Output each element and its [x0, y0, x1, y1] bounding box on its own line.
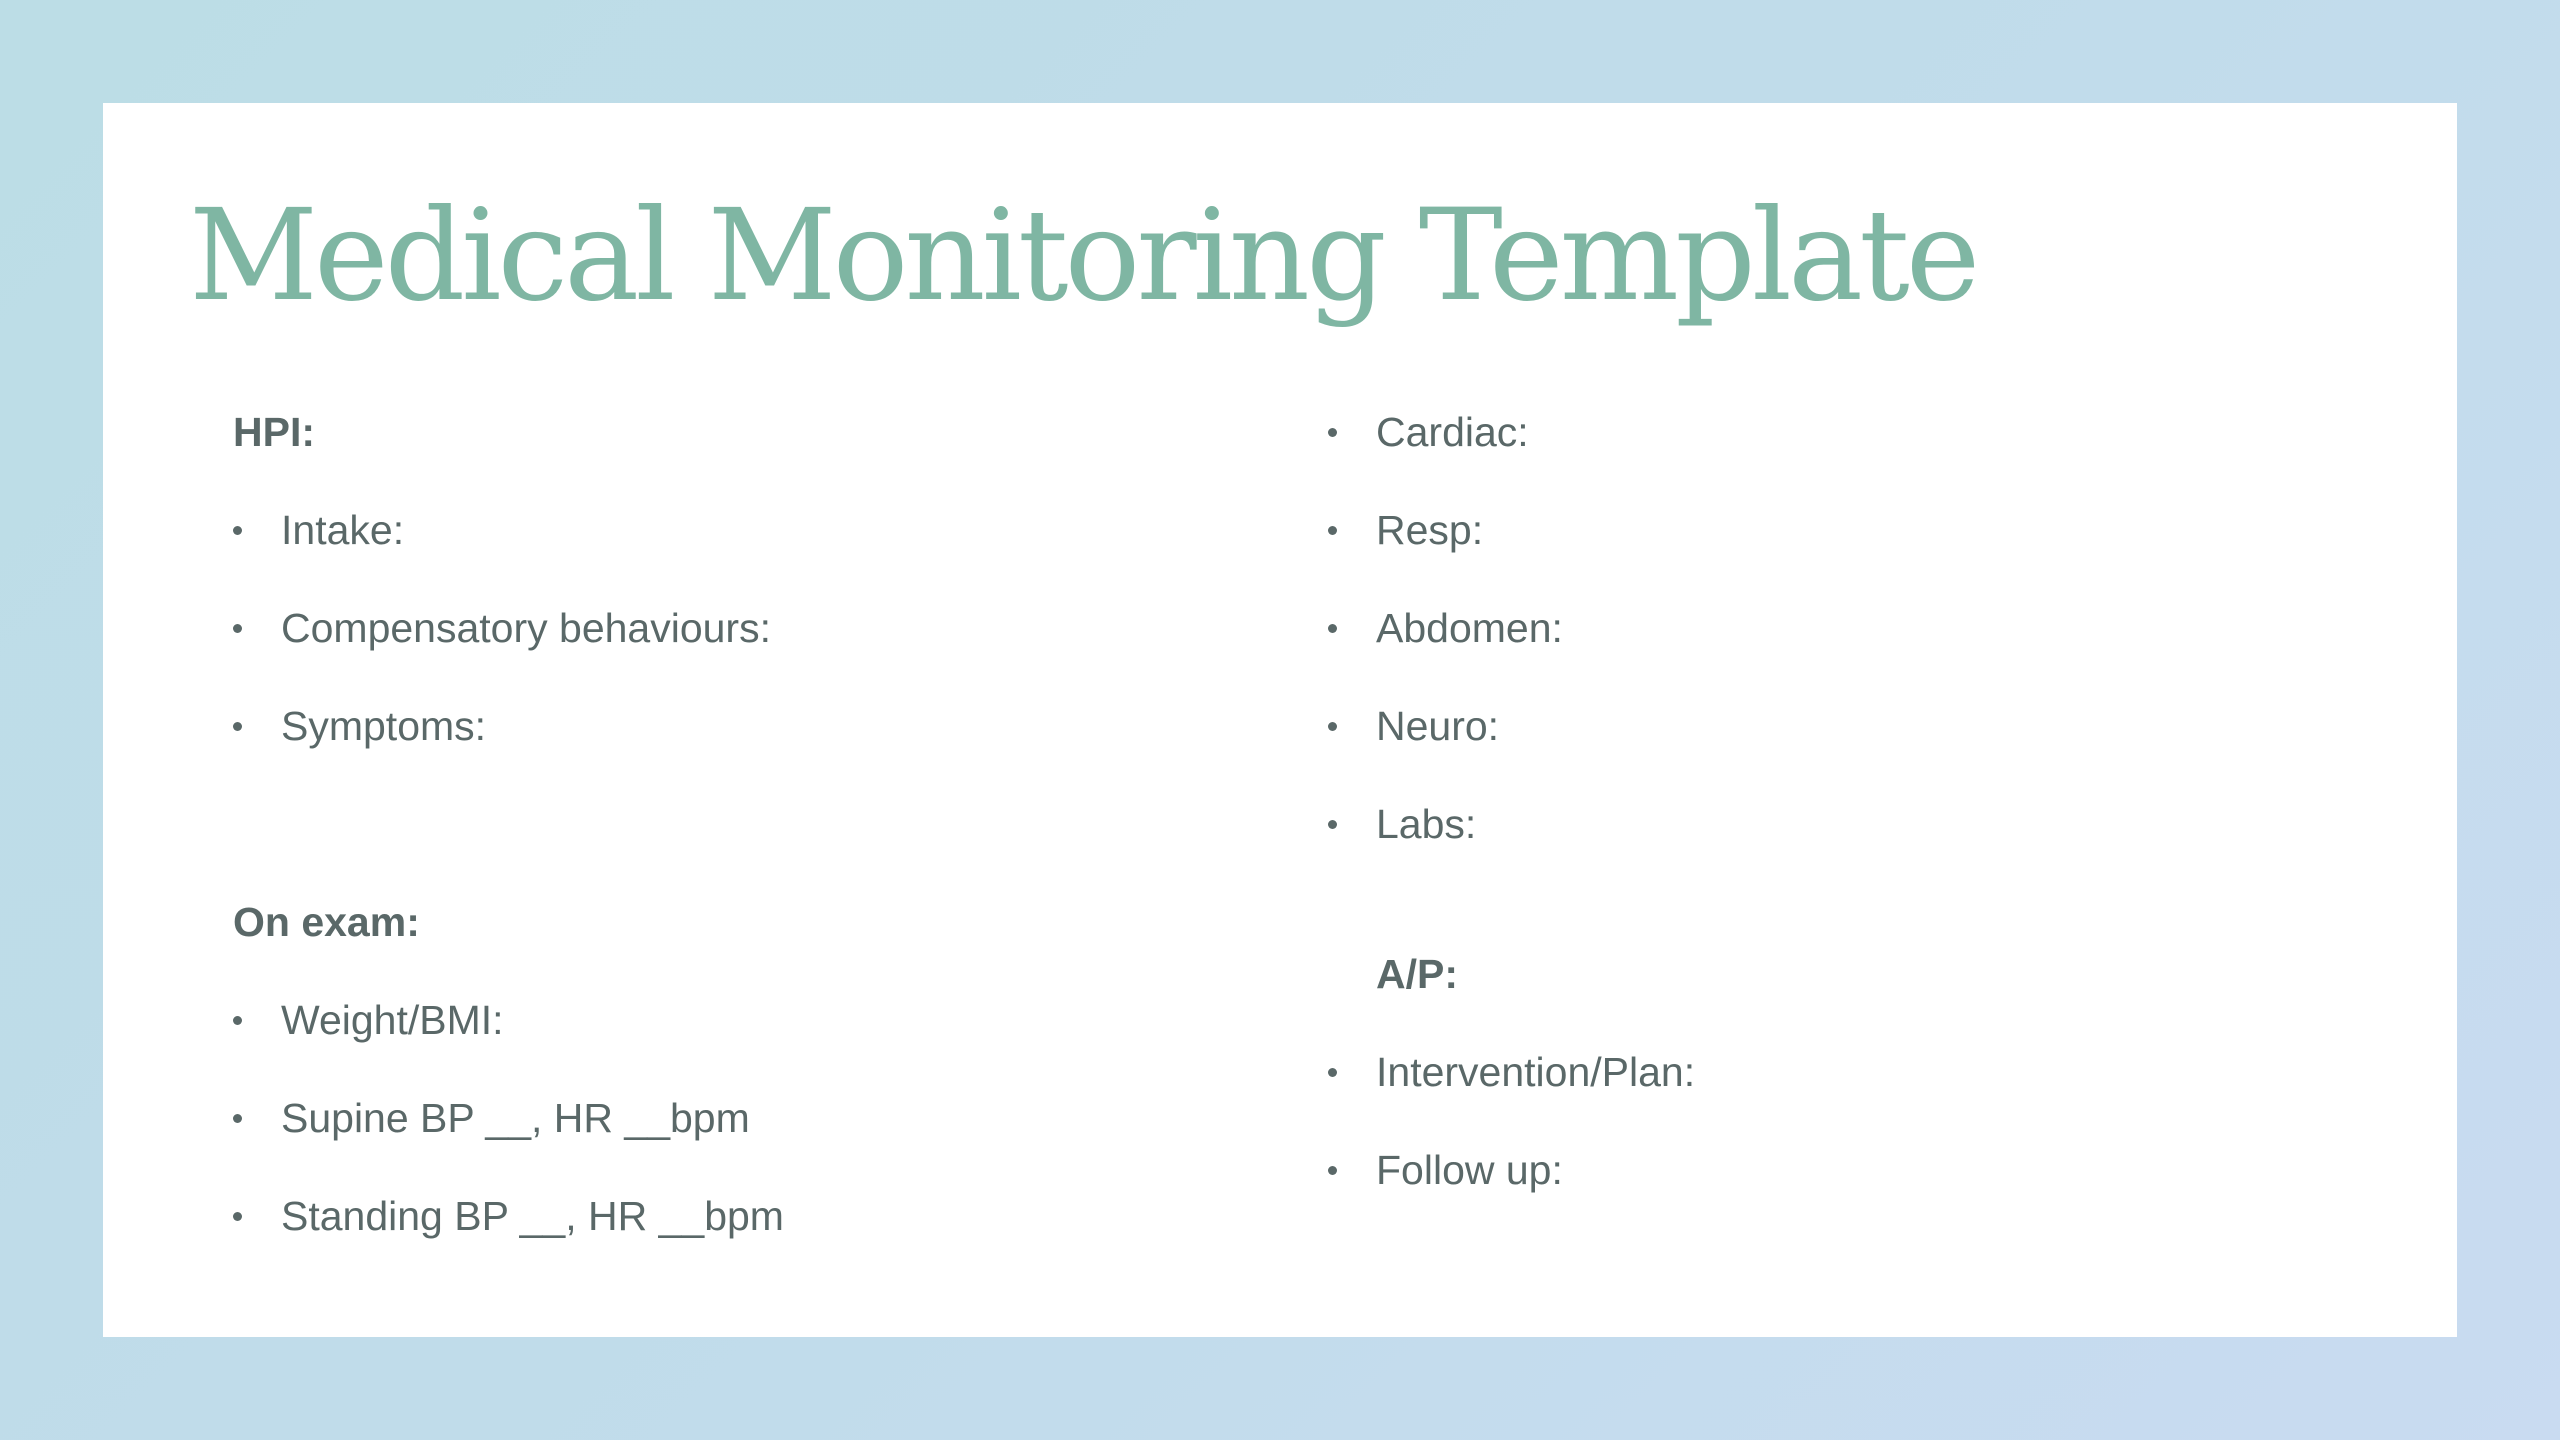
list-item-resp: [1328, 481, 2378, 579]
list-item-label: Weight/BMI:: [281, 996, 504, 1043]
list-item-label: Labs:: [1376, 800, 1477, 847]
list-item-compensatory-behaviours: [233, 579, 1283, 677]
bullet-icon: [1328, 624, 1337, 633]
on-exam-heading: On exam:: [233, 898, 420, 945]
list-item-labs: [1328, 775, 2378, 873]
list-item-supine-bp: [233, 1069, 1283, 1167]
list-item-abdomen: [1328, 579, 2378, 677]
list-item-weight-bmi: [233, 971, 1283, 1069]
list-item-label: Compensatory behaviours:: [281, 604, 771, 651]
spacer: [233, 775, 1283, 873]
bullet-icon: [1328, 820, 1337, 829]
hpi-heading: HPI:: [233, 408, 315, 455]
bullet-icon: [233, 1114, 242, 1123]
list-item-label: Standing BP __, HR __bpm: [281, 1192, 784, 1239]
ap-heading: A/P:: [1376, 950, 1458, 997]
list-item-follow-up: [1328, 1121, 2378, 1219]
list-item-intake: [233, 481, 1283, 579]
list-item-label: Intervention/Plan:: [1376, 1048, 1696, 1095]
bullet-icon: [233, 526, 242, 535]
bullet-icon: [1328, 1068, 1337, 1077]
list-item-label: Supine BP __, HR __bpm: [281, 1094, 750, 1141]
spacer: [1328, 873, 2378, 925]
bullet-icon: [1328, 1166, 1337, 1175]
right-column: [1328, 383, 2378, 1219]
list-item-label: Abdomen:: [1376, 604, 1563, 651]
bullet-icon: [1328, 428, 1337, 437]
bullet-icon: [1328, 722, 1337, 731]
bullet-icon: [233, 1212, 242, 1221]
list-item-intervention-plan: [1328, 1023, 2378, 1121]
list-item-label: Intake:: [281, 506, 405, 553]
list-item-label: Neuro:: [1376, 702, 1500, 749]
bullet-icon: [1328, 526, 1337, 535]
bullet-icon: [233, 722, 242, 731]
bullet-icon: [233, 1016, 242, 1025]
bullet-icon: [233, 624, 242, 633]
left-column: [233, 383, 1283, 1265]
slide-title: Medical Monitoring Template: [189, 182, 1977, 329]
slide: [103, 103, 2457, 1337]
list-item-label: Resp:: [1376, 506, 1484, 553]
list-item-neuro: [1328, 677, 2378, 775]
list-item-standing-bp: [233, 1167, 1283, 1265]
list-item-label: Symptoms:: [281, 702, 487, 749]
list-item-label: Follow up:: [1376, 1146, 1563, 1193]
list-item-cardiac: [1328, 383, 2378, 481]
list-item-label: Cardiac:: [1376, 408, 1529, 455]
list-item-symptoms: [233, 677, 1283, 775]
